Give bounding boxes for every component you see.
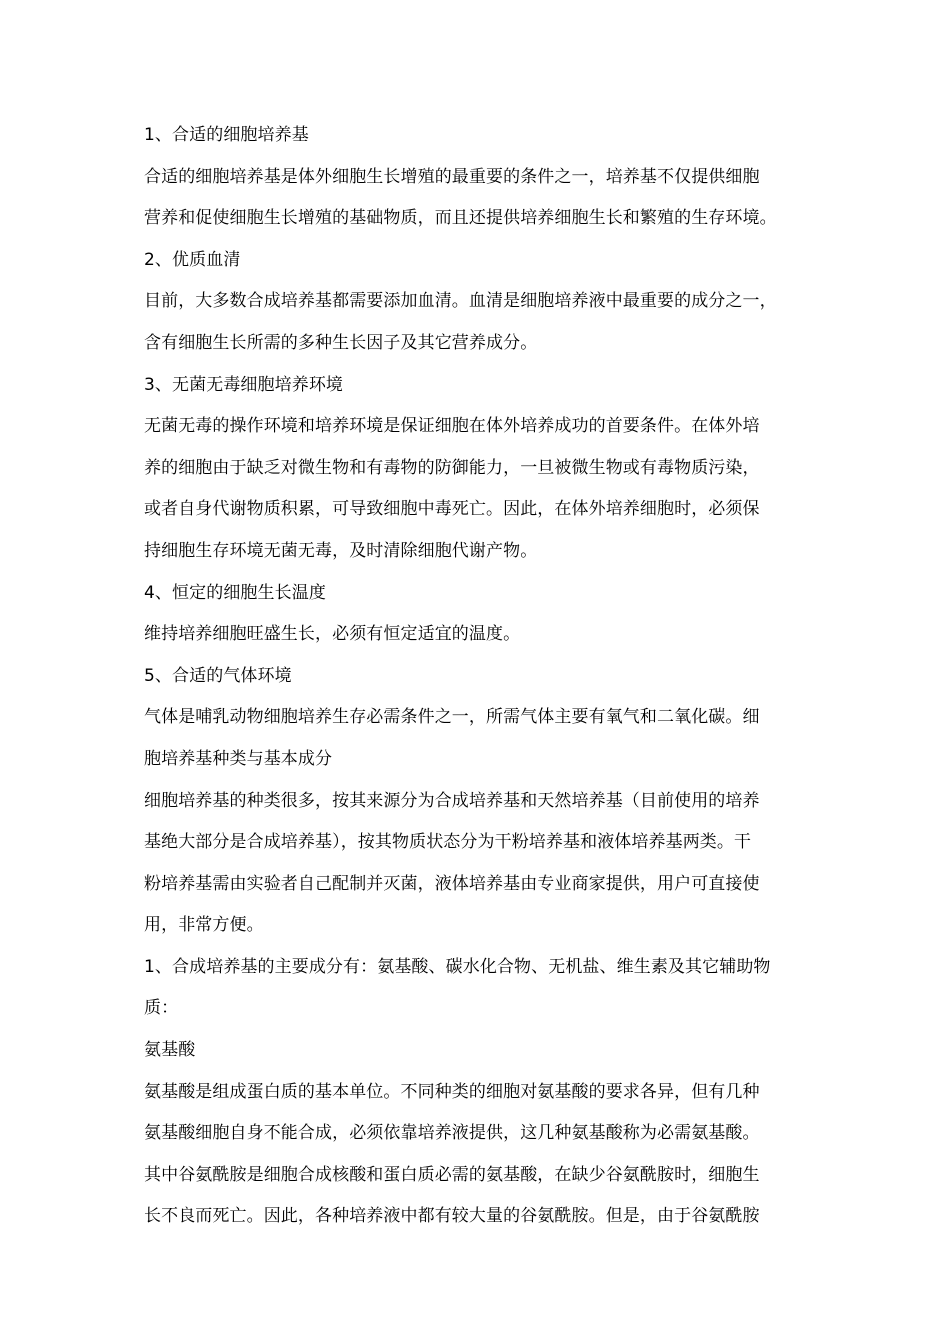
paragraph-line: 养的细胞由于缺乏对微生物和有毒物的防御能力，一旦被微生物或有毒物质污染， [144,457,760,478]
paragraph-line: 胞培养基种类与基本成分 [144,748,333,769]
section-heading-sterile-environment: 3、无菌无毒细胞培养环境 [144,374,344,395]
document-body [144,119,834,1242]
paragraph-line: 用，非常方便。 [144,915,264,936]
section-heading-temperature: 4、恒定的细胞生长温度 [144,582,326,603]
paragraph-line: 其中谷氨酰胺是细胞合成核酸和蛋白质必需的氨基酸，在缺少谷氨酰胺时，细胞生 [144,1164,760,1185]
paragraph-line: 或者自身代谢物质积累，可导致细胞中毒死亡。因此，在体外培养细胞时，必须保 [144,499,760,520]
paragraph-line: 持细胞生存环境无菌无毒，及时清除细胞代谢产物。 [144,540,538,561]
paragraph-line: 无菌无毒的操作环境和培养环境是保证细胞在体外培养成功的首要条件。在体外培 [144,416,760,437]
paragraph-line: 含有细胞生长所需的多种生长因子及其它营养成分。 [144,332,538,353]
paragraph-line: 目前，大多数合成培养基都需要添加血清。血清是细胞培养液中最重要的成分之一， [144,291,777,312]
section-heading-serum: 2、优质血清 [144,249,241,270]
subheading-amino-acids: 氨基酸 [144,1040,196,1061]
section-heading-synthetic-medium: 1、合成培养基的主要成分有：氨基酸、碳水化合物、无机盐、维生素及其它辅助物 [144,956,771,977]
section-heading-culture-medium: 1、合适的细胞培养基 [144,125,309,145]
paragraph-line: 合适的细胞培养基是体外细胞生长增殖的最重要的条件之一，培养基不仅提供细胞 [144,166,760,187]
paragraph-line: 粉培养基需由实验者自己配制并灭菌，液体培养基由专业商家提供，用户可直接使 [144,873,760,894]
paragraph-line: 长不良而死亡。因此，各种培养液中都有较大量的谷氨酰胺。但是，由于谷氨酰胺 [144,1206,760,1227]
paragraph-line: 基绝大部分是合成培养基），按其物质状态分为干粉培养基和液体培养基两类。干 [144,832,752,853]
paragraph-line: 氨基酸细胞自身不能合成，必须依靠培养液提供，这几种氨基酸称为必需氨基酸。 [144,1123,760,1144]
paragraph-line: 氨基酸是组成蛋白质的基本单位。不同种类的细胞对氨基酸的要求各异，但有几种 [144,1081,760,1102]
paragraph-line: 细胞培养基的种类很多，按其来源分为合成培养基和天然培养基（目前使用的培养 [144,790,760,811]
paragraph-line: 质： [144,998,179,1019]
paragraph-line: 维持培养细胞旺盛生长，必须有恒定适宜的温度。 [144,624,521,645]
paragraph-line: 气体是哺乳动物细胞培养生存必需条件之一，所需气体主要有氧气和二氧化碳。细 [144,707,760,728]
paragraph-line: 营养和促使细胞生长增殖的基础物质，而且还提供培养细胞生长和繁殖的生存环境。 [144,208,777,229]
section-heading-gas-environment: 5、合适的气体环境 [144,665,292,686]
